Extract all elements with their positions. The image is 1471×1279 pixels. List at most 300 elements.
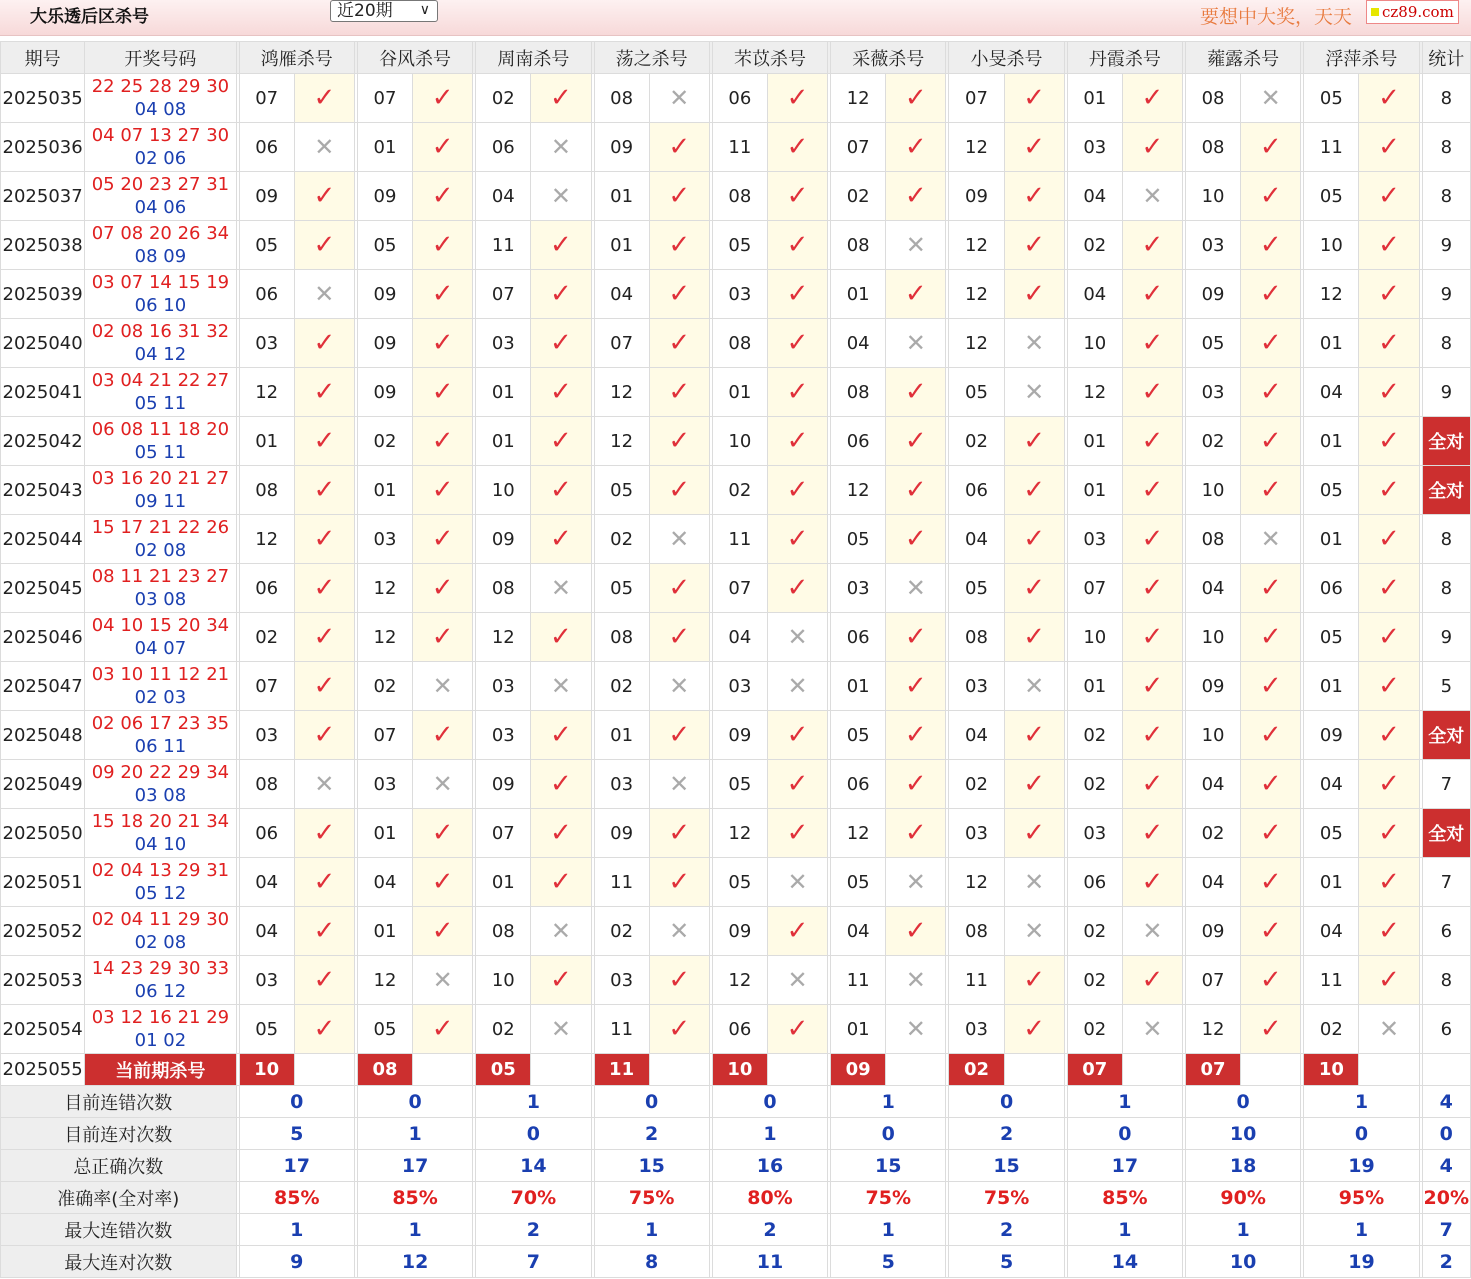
check-icon: ✓ xyxy=(1122,74,1182,123)
check-icon: ✓ xyxy=(886,809,946,858)
kill-number-cell: 06 xyxy=(712,1005,767,1054)
back-zone-numbers: 09 11 xyxy=(134,491,187,512)
cross-icon: ✕ xyxy=(413,662,473,711)
kill-number-cell: 05 xyxy=(1304,74,1359,123)
kill-number-cell: 05 xyxy=(357,221,412,270)
kill-number-cell: 11 xyxy=(712,123,767,172)
kill-number-cell: 10 xyxy=(1067,613,1122,662)
kill-number-cell: 07 xyxy=(239,74,294,123)
summary-label: 最大连对次数 xyxy=(1,1246,237,1278)
kill-number-cell: 12 xyxy=(594,368,649,417)
check-icon: ✓ xyxy=(294,956,354,1005)
kill-number-cell: 04 xyxy=(949,711,1004,760)
blank-cell xyxy=(1422,1054,1470,1086)
summary-row xyxy=(1,1086,1471,1118)
col-header-expert: 小旻杀号 xyxy=(949,42,1064,74)
summary-value: 17 xyxy=(239,1150,354,1182)
current-kill-number: 10 xyxy=(1304,1054,1359,1086)
period-cell: 2025039 xyxy=(1,270,85,319)
current-kill-number: 07 xyxy=(1067,1054,1122,1086)
draw-numbers-cell xyxy=(85,613,236,662)
kill-number-cell: 12 xyxy=(594,417,649,466)
kill-number-cell: 07 xyxy=(949,74,1004,123)
col-header-expert: 芣苡杀号 xyxy=(712,42,827,74)
kill-number-cell: 09 xyxy=(1304,711,1359,760)
col-header-draw: 开奖号码 xyxy=(85,42,236,74)
kill-number-cell: 02 xyxy=(594,662,649,711)
summary-label: 准确率(全对率) xyxy=(1,1182,237,1214)
kill-number-cell: 06 xyxy=(831,613,886,662)
blank-cell xyxy=(1122,1054,1182,1086)
kill-number-cell: 06 xyxy=(239,270,294,319)
kill-number-cell: 09 xyxy=(949,172,1004,221)
table-row xyxy=(1,319,1471,368)
kill-number-cell: 09 xyxy=(357,319,412,368)
kill-number-cell: 08 xyxy=(1186,74,1241,123)
check-icon: ✓ xyxy=(294,809,354,858)
check-icon: ✓ xyxy=(531,858,591,907)
kill-number-cell: 09 xyxy=(476,760,531,809)
check-icon: ✓ xyxy=(649,172,709,221)
check-icon: ✓ xyxy=(649,221,709,270)
kill-number-cell: 02 xyxy=(1304,1005,1359,1054)
kill-number-cell: 10 xyxy=(1186,172,1241,221)
kill-number-cell: 04 xyxy=(357,858,412,907)
kill-number-cell: 05 xyxy=(1304,466,1359,515)
period-cell: 2025038 xyxy=(1,221,85,270)
cross-icon: ✕ xyxy=(1004,907,1064,956)
check-icon: ✓ xyxy=(1004,172,1064,221)
kill-number-cell: 08 xyxy=(831,221,886,270)
kill-number-cell: 01 xyxy=(1067,662,1122,711)
front-zone-numbers: 07 08 20 26 34 xyxy=(91,223,230,244)
check-icon: ✓ xyxy=(767,564,827,613)
kill-number-cell: 12 xyxy=(357,564,412,613)
stat-cell: 6 xyxy=(1422,907,1470,956)
summary-value: 0 xyxy=(476,1118,591,1150)
check-icon: ✓ xyxy=(531,221,591,270)
check-icon: ✓ xyxy=(1359,711,1419,760)
summary-row xyxy=(1,1246,1471,1278)
front-zone-numbers: 03 07 14 15 19 xyxy=(91,272,230,293)
summary-value: 75% xyxy=(594,1182,709,1214)
kill-number-cell: 02 xyxy=(1067,760,1122,809)
kill-number-cell: 06 xyxy=(476,123,531,172)
kill-number-cell: 01 xyxy=(1067,417,1122,466)
table-row xyxy=(1,417,1471,466)
check-icon: ✓ xyxy=(294,319,354,368)
check-icon: ✓ xyxy=(886,515,946,564)
check-icon: ✓ xyxy=(1004,760,1064,809)
period-cell: 2025051 xyxy=(1,858,85,907)
summary-label: 总正确次数 xyxy=(1,1150,237,1182)
period-cell: 2025048 xyxy=(1,711,85,760)
summary-label: 目前连对次数 xyxy=(1,1118,237,1150)
current-period-cell: 2025055 xyxy=(1,1054,85,1086)
kill-number-cell: 11 xyxy=(712,515,767,564)
period-cell: 2025045 xyxy=(1,564,85,613)
back-zone-numbers: 06 10 xyxy=(134,295,187,316)
check-icon: ✓ xyxy=(1359,760,1419,809)
check-icon: ✓ xyxy=(886,123,946,172)
check-icon: ✓ xyxy=(1359,907,1419,956)
summary-value: 85% xyxy=(239,1182,354,1214)
draw-numbers-cell xyxy=(85,907,236,956)
kill-number-cell: 03 xyxy=(594,956,649,1005)
check-icon: ✓ xyxy=(1359,123,1419,172)
summary-value: 17 xyxy=(357,1150,472,1182)
kill-number-cell: 10 xyxy=(1186,613,1241,662)
blank-cell xyxy=(294,1054,354,1086)
kill-number-cell: 12 xyxy=(712,956,767,1005)
kill-number-cell: 05 xyxy=(831,515,886,564)
current-kill-number: 05 xyxy=(476,1054,531,1086)
kill-number-cell: 03 xyxy=(476,662,531,711)
check-icon: ✓ xyxy=(767,711,827,760)
check-icon: ✓ xyxy=(1241,417,1301,466)
summary-value: 14 xyxy=(1067,1246,1182,1278)
cross-icon: ✕ xyxy=(649,515,709,564)
check-icon: ✓ xyxy=(886,270,946,319)
check-icon: ✓ xyxy=(767,760,827,809)
back-zone-numbers: 05 12 xyxy=(134,883,187,904)
check-icon: ✓ xyxy=(1359,809,1419,858)
stat-cell: 8 xyxy=(1422,172,1470,221)
all-correct-badge: 全对 xyxy=(1422,809,1470,858)
kill-number-cell: 04 xyxy=(1067,172,1122,221)
check-icon: ✓ xyxy=(1241,172,1301,221)
check-icon: ✓ xyxy=(413,319,473,368)
back-zone-numbers: 04 10 xyxy=(134,834,187,855)
col-header-expert: 浮萍杀号 xyxy=(1304,42,1419,74)
kill-number-cell: 01 xyxy=(476,417,531,466)
summary-stat-value: 0 xyxy=(1422,1118,1470,1150)
kill-number-cell: 09 xyxy=(1186,662,1241,711)
check-icon: ✓ xyxy=(649,417,709,466)
check-icon: ✓ xyxy=(1122,956,1182,1005)
kill-number-cell: 02 xyxy=(1186,809,1241,858)
summary-value: 17 xyxy=(1067,1150,1182,1182)
promo-text[interactable]: 要想中大奖，天天 xyxy=(1200,6,1353,28)
front-zone-numbers: 06 08 11 18 20 xyxy=(91,419,230,440)
period-select[interactable] xyxy=(330,0,438,22)
check-icon: ✓ xyxy=(1241,956,1301,1005)
check-icon: ✓ xyxy=(1004,956,1064,1005)
kill-number-cell: 06 xyxy=(949,466,1004,515)
kill-number-cell: 03 xyxy=(239,319,294,368)
period-cell: 2025037 xyxy=(1,172,85,221)
kill-number-cell: 12 xyxy=(1067,368,1122,417)
summary-value: 2 xyxy=(594,1118,709,1150)
draw-numbers-cell xyxy=(85,172,236,221)
table-row xyxy=(1,809,1471,858)
kill-number-cell: 08 xyxy=(831,368,886,417)
check-icon: ✓ xyxy=(1004,466,1064,515)
col-header-expert: 蕹露杀号 xyxy=(1186,42,1301,74)
check-icon: ✓ xyxy=(1122,858,1182,907)
check-icon: ✓ xyxy=(1241,270,1301,319)
period-cell: 2025052 xyxy=(1,907,85,956)
summary-value: 9 xyxy=(239,1246,354,1278)
kill-number-cell: 03 xyxy=(1067,123,1122,172)
summary-value: 1 xyxy=(1304,1086,1419,1118)
kill-number-cell: 05 xyxy=(1304,809,1359,858)
front-zone-numbers: 05 20 23 27 31 xyxy=(91,174,230,195)
stat-cell: 8 xyxy=(1422,515,1470,564)
kill-number-cell: 11 xyxy=(831,956,886,1005)
kill-number-cell: 05 xyxy=(831,858,886,907)
col-header-expert: 荡之杀号 xyxy=(594,42,709,74)
kill-number-cell: 08 xyxy=(476,907,531,956)
check-icon: ✓ xyxy=(649,270,709,319)
summary-row xyxy=(1,1150,1471,1182)
period-cell: 2025054 xyxy=(1,1005,85,1054)
back-zone-numbers: 02 06 xyxy=(134,148,187,169)
summary-stat-value: 2 xyxy=(1422,1246,1470,1278)
kill-number-cell: 05 xyxy=(831,711,886,760)
check-icon: ✓ xyxy=(767,368,827,417)
kill-number-cell: 02 xyxy=(476,74,531,123)
summary-value: 1 xyxy=(712,1118,827,1150)
kill-number-cell: 09 xyxy=(1186,907,1241,956)
back-zone-numbers: 02 08 xyxy=(134,540,187,561)
back-zone-numbers: 03 08 xyxy=(134,785,187,806)
check-icon: ✓ xyxy=(1359,74,1419,123)
kill-number-cell: 02 xyxy=(1067,907,1122,956)
table-row xyxy=(1,466,1471,515)
kill-number-cell: 01 xyxy=(594,221,649,270)
kill-number-cell: 03 xyxy=(949,662,1004,711)
kill-number-cell: 09 xyxy=(1186,270,1241,319)
check-icon: ✓ xyxy=(531,613,591,662)
current-kill-number: 11 xyxy=(594,1054,649,1086)
kill-number-cell: 12 xyxy=(949,221,1004,270)
summary-label: 目前连错次数 xyxy=(1,1086,237,1118)
front-zone-numbers: 09 20 22 29 34 xyxy=(91,762,230,783)
kill-number-cell: 06 xyxy=(831,760,886,809)
cross-icon: ✕ xyxy=(531,123,591,172)
kill-number-cell: 01 xyxy=(1304,858,1359,907)
kill-number-cell: 09 xyxy=(712,711,767,760)
kill-number-cell: 01 xyxy=(357,123,412,172)
check-icon: ✓ xyxy=(1241,466,1301,515)
all-correct-badge: 全对 xyxy=(1422,466,1470,515)
check-icon: ✓ xyxy=(767,123,827,172)
cross-icon: ✕ xyxy=(1122,1005,1182,1054)
check-icon: ✓ xyxy=(767,466,827,515)
check-icon: ✓ xyxy=(649,956,709,1005)
check-icon: ✓ xyxy=(767,319,827,368)
table-row xyxy=(1,711,1471,760)
summary-stat-value: 4 xyxy=(1422,1086,1470,1118)
check-icon: ✓ xyxy=(413,1005,473,1054)
kill-number-cell: 02 xyxy=(949,417,1004,466)
check-icon: ✓ xyxy=(1122,270,1182,319)
check-icon: ✓ xyxy=(1359,956,1419,1005)
all-correct-badge: 全对 xyxy=(1422,417,1470,466)
draw-numbers-cell xyxy=(85,368,236,417)
cross-icon: ✕ xyxy=(531,662,591,711)
table-row xyxy=(1,368,1471,417)
kill-number-cell: 03 xyxy=(949,809,1004,858)
kill-number-cell: 09 xyxy=(476,515,531,564)
cross-icon: ✕ xyxy=(1122,907,1182,956)
kill-number-cell: 07 xyxy=(594,319,649,368)
cross-icon: ✕ xyxy=(1004,662,1064,711)
draw-numbers-cell xyxy=(85,858,236,907)
kill-number-cell: 03 xyxy=(1067,515,1122,564)
kill-number-cell: 01 xyxy=(831,270,886,319)
current-kill-number: 09 xyxy=(831,1054,886,1086)
period-cell: 2025053 xyxy=(1,956,85,1005)
check-icon: ✓ xyxy=(531,270,591,319)
kill-number-cell: 04 xyxy=(239,858,294,907)
summary-value: 2 xyxy=(949,1214,1064,1246)
kill-number-cell: 11 xyxy=(1304,956,1359,1005)
check-icon: ✓ xyxy=(531,466,591,515)
period-cell: 2025035 xyxy=(1,74,85,123)
stat-cell: 8 xyxy=(1422,123,1470,172)
summary-value: 75% xyxy=(831,1182,946,1214)
summary-stat-value: 7 xyxy=(1422,1214,1470,1246)
check-icon: ✓ xyxy=(531,809,591,858)
summary-value: 0 xyxy=(239,1086,354,1118)
table-row xyxy=(1,662,1471,711)
kill-number-cell: 09 xyxy=(357,172,412,221)
check-icon: ✓ xyxy=(649,466,709,515)
summary-value: 85% xyxy=(1067,1182,1182,1214)
logo-dot-icon xyxy=(1371,8,1379,16)
summary-value: 1 xyxy=(1067,1086,1182,1118)
kill-number-cell: 10 xyxy=(476,466,531,515)
kill-number-cell: 12 xyxy=(357,956,412,1005)
check-icon: ✓ xyxy=(294,172,354,221)
cross-icon: ✕ xyxy=(767,662,827,711)
cross-icon: ✕ xyxy=(531,1005,591,1054)
kill-number-cell: 05 xyxy=(594,466,649,515)
kill-number-cell: 12 xyxy=(476,613,531,662)
kill-number-cell: 08 xyxy=(1186,515,1241,564)
check-icon: ✓ xyxy=(1122,319,1182,368)
cross-icon: ✕ xyxy=(1122,172,1182,221)
back-zone-numbers: 01 02 xyxy=(134,1030,187,1051)
chevron-down-icon: ∨ xyxy=(419,2,430,18)
summary-value: 95% xyxy=(1304,1182,1419,1214)
stat-cell: 9 xyxy=(1422,221,1470,270)
kill-number-cell: 03 xyxy=(476,319,531,368)
cross-icon: ✕ xyxy=(531,172,591,221)
check-icon: ✓ xyxy=(413,515,473,564)
summary-value: 0 xyxy=(1186,1086,1301,1118)
kill-number-cell: 05 xyxy=(357,1005,412,1054)
kill-number-cell: 05 xyxy=(949,564,1004,613)
check-icon: ✓ xyxy=(294,662,354,711)
check-icon: ✓ xyxy=(413,466,473,515)
check-icon: ✓ xyxy=(1359,564,1419,613)
check-icon: ✓ xyxy=(1004,809,1064,858)
site-badge[interactable] xyxy=(1366,0,1459,24)
check-icon: ✓ xyxy=(1241,858,1301,907)
kill-number-cell: 01 xyxy=(712,368,767,417)
front-zone-numbers: 14 23 29 30 33 xyxy=(91,958,230,979)
stat-cell: 5 xyxy=(1422,662,1470,711)
back-zone-numbers: 04 12 xyxy=(134,344,187,365)
kill-number-cell: 02 xyxy=(1186,417,1241,466)
summary-value: 1 xyxy=(831,1214,946,1246)
check-icon: ✓ xyxy=(1359,466,1419,515)
summary-value: 80% xyxy=(712,1182,827,1214)
check-icon: ✓ xyxy=(294,368,354,417)
check-icon: ✓ xyxy=(649,319,709,368)
summary-value: 15 xyxy=(949,1150,1064,1182)
check-icon: ✓ xyxy=(886,613,946,662)
back-zone-numbers: 03 08 xyxy=(134,589,187,610)
cross-icon: ✕ xyxy=(886,319,946,368)
table-row xyxy=(1,270,1471,319)
kill-number-cell: 04 xyxy=(1304,368,1359,417)
draw-numbers-cell xyxy=(85,1005,236,1054)
kill-number-cell: 06 xyxy=(239,123,294,172)
back-zone-numbers: 04 08 xyxy=(134,99,187,120)
summary-value: 1 xyxy=(1304,1214,1419,1246)
check-icon: ✓ xyxy=(649,613,709,662)
check-icon: ✓ xyxy=(1004,1005,1064,1054)
front-zone-numbers: 02 04 13 29 31 xyxy=(91,860,230,881)
front-zone-numbers: 03 04 21 22 27 xyxy=(91,370,230,391)
cross-icon: ✕ xyxy=(886,858,946,907)
summary-value: 2 xyxy=(476,1214,591,1246)
kill-number-cell: 09 xyxy=(594,123,649,172)
stat-cell: 8 xyxy=(1422,956,1470,1005)
current-kill-number: 10 xyxy=(712,1054,767,1086)
all-correct-badge: 全对 xyxy=(1422,711,1470,760)
kill-number-cell: 03 xyxy=(476,711,531,760)
kill-number-cell: 12 xyxy=(1186,1005,1241,1054)
kill-number-cell: 07 xyxy=(831,123,886,172)
blank-cell xyxy=(413,1054,473,1086)
kill-number-cell: 08 xyxy=(476,564,531,613)
kill-number-cell: 12 xyxy=(831,74,886,123)
summary-value: 2 xyxy=(712,1214,827,1246)
check-icon: ✓ xyxy=(413,858,473,907)
check-icon: ✓ xyxy=(1004,123,1064,172)
check-icon: ✓ xyxy=(1359,858,1419,907)
period-cell: 2025041 xyxy=(1,368,85,417)
draw-numbers-cell xyxy=(85,662,236,711)
check-icon: ✓ xyxy=(1122,711,1182,760)
table-row xyxy=(1,564,1471,613)
stat-cell: 9 xyxy=(1422,613,1470,662)
summary-value: 8 xyxy=(594,1246,709,1278)
kill-number-cell: 03 xyxy=(712,662,767,711)
kill-number-cell: 03 xyxy=(1186,221,1241,270)
kill-number-cell: 02 xyxy=(1067,711,1122,760)
front-zone-numbers: 02 06 17 23 35 xyxy=(91,713,230,734)
cross-icon: ✕ xyxy=(649,760,709,809)
front-zone-numbers: 04 07 13 27 30 xyxy=(91,125,230,146)
check-icon: ✓ xyxy=(1359,417,1419,466)
check-icon: ✓ xyxy=(531,417,591,466)
stat-cell: 8 xyxy=(1422,319,1470,368)
check-icon: ✓ xyxy=(1359,319,1419,368)
kill-number-cell: 04 xyxy=(1304,907,1359,956)
summary-value: 1 xyxy=(831,1086,946,1118)
check-icon: ✓ xyxy=(531,956,591,1005)
check-icon: ✓ xyxy=(1004,221,1064,270)
kill-number-cell: 04 xyxy=(594,270,649,319)
current-period-row xyxy=(1,1054,1471,1086)
kill-number-cell: 08 xyxy=(1186,123,1241,172)
